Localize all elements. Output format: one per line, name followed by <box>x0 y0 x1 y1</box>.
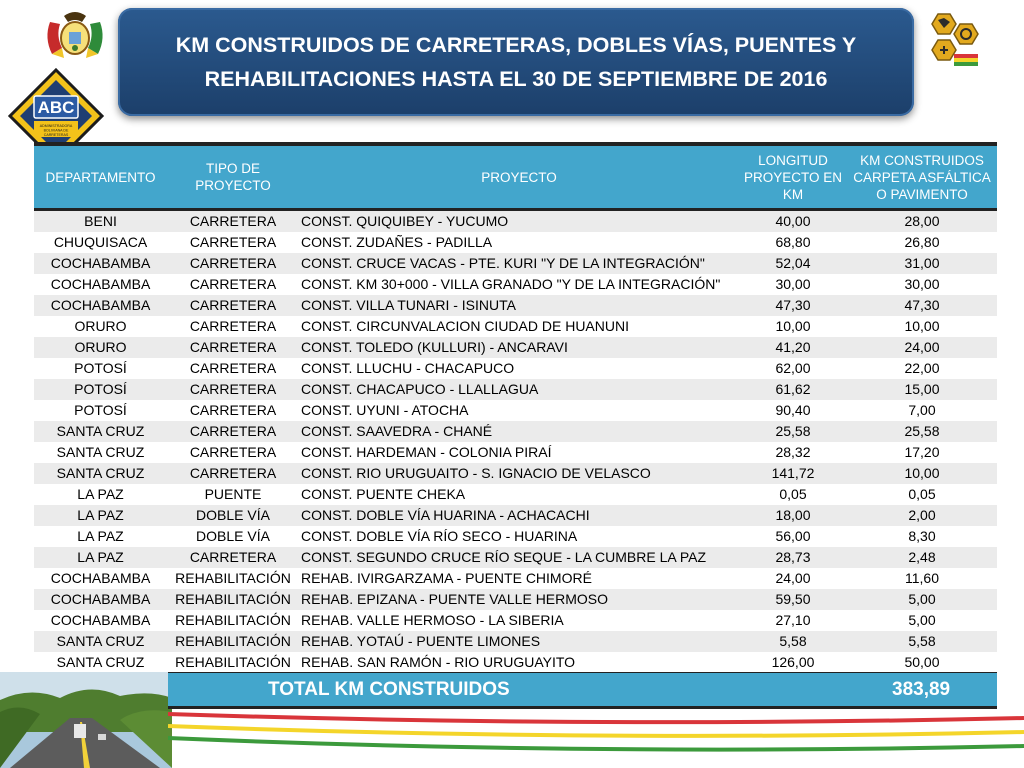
cell-departamento: POTOSÍ <box>34 400 167 421</box>
cell-tipo: REHABILITACIÓN <box>167 610 299 631</box>
cell-longitud: 52,04 <box>739 253 847 274</box>
cell-km-construidos: 17,20 <box>847 442 997 463</box>
page-title <box>136 28 896 96</box>
cell-departamento: POTOSÍ <box>34 379 167 400</box>
cell-proyecto: CONST. SAAVEDRA - CHANÉ <box>299 421 739 442</box>
table-row <box>34 568 997 589</box>
table-row <box>34 631 997 652</box>
ministry-logo-icon <box>920 10 982 68</box>
cell-km-construidos: 5,58 <box>847 631 997 652</box>
cell-km-construidos: 5,00 <box>847 589 997 610</box>
total-label: TOTAL KM CONSTRUIDOS <box>268 679 510 700</box>
cell-departamento: SANTA CRUZ <box>34 631 167 652</box>
cell-tipo: CARRETERA <box>167 379 299 400</box>
cell-longitud: 25,58 <box>739 421 847 442</box>
cell-proyecto: REHAB. SAN RAMÓN - RIO URUGUAYITO <box>299 652 739 675</box>
cell-proyecto: CONST. UYUNI - ATOCHA <box>299 400 739 421</box>
road-photo <box>0 672 172 768</box>
header-longitud: LONGITUD PROYECTO EN KM <box>739 144 847 210</box>
abc-logo-text: ABC <box>37 98 75 117</box>
projects-table <box>34 142 997 676</box>
cell-tipo: CARRETERA <box>167 253 299 274</box>
cell-tipo: CARRETERA <box>167 358 299 379</box>
cell-km-construidos: 28,00 <box>847 210 997 233</box>
cell-km-construidos: 31,00 <box>847 253 997 274</box>
cell-proyecto: CONST. SEGUNDO CRUCE RÍO SEQUE - LA CUMBRE LA PAZ <box>299 547 739 568</box>
cell-tipo: CARRETERA <box>167 547 299 568</box>
coat-of-arms-icon <box>42 8 108 66</box>
cell-proyecto: CONST. LLUCHU - CHACAPUCO <box>299 358 739 379</box>
cell-longitud: 90,40 <box>739 400 847 421</box>
cell-longitud: 5,58 <box>739 631 847 652</box>
table-row <box>34 358 997 379</box>
cell-longitud: 62,00 <box>739 358 847 379</box>
cell-longitud: 27,10 <box>739 610 847 631</box>
cell-tipo: CARRETERA <box>167 232 299 253</box>
cell-km-construidos: 26,80 <box>847 232 997 253</box>
cell-km-construidos: 11,60 <box>847 568 997 589</box>
cell-tipo: CARRETERA <box>167 442 299 463</box>
cell-departamento: BENI <box>34 210 167 233</box>
cell-longitud: 56,00 <box>739 526 847 547</box>
table-row <box>34 610 997 631</box>
cell-departamento: COCHABAMBA <box>34 253 167 274</box>
cell-tipo: REHABILITACIÓN <box>167 652 299 675</box>
cell-longitud: 141,72 <box>739 463 847 484</box>
cell-departamento: LA PAZ <box>34 526 167 547</box>
cell-km-construidos: 50,00 <box>847 652 997 675</box>
cell-departamento: COCHABAMBA <box>34 610 167 631</box>
title-banner <box>118 8 914 116</box>
cell-departamento: LA PAZ <box>34 484 167 505</box>
svg-text:BOLIVIANA DE: BOLIVIANA DE <box>43 128 69 133</box>
header-proyecto: PROYECTO <box>299 144 739 210</box>
cell-km-construidos: 24,00 <box>847 337 997 358</box>
cell-longitud: 61,62 <box>739 379 847 400</box>
cell-tipo: REHABILITACIÓN <box>167 631 299 652</box>
table-row <box>34 526 997 547</box>
cell-longitud: 24,00 <box>739 568 847 589</box>
cell-departamento: LA PAZ <box>34 505 167 526</box>
cell-proyecto: CONST. QUIQUIBEY - YUCUMO <box>299 210 739 233</box>
table-row <box>34 379 997 400</box>
table-row <box>34 421 997 442</box>
cell-proyecto: CONST. CRUCE VACAS - PTE. KURI "Y DE LA INTEGRACIÓN" <box>299 253 739 274</box>
svg-text:ADMINISTRADORA: ADMINISTRADORA <box>39 124 73 128</box>
cell-departamento: SANTA CRUZ <box>34 652 167 675</box>
table-row <box>34 547 997 568</box>
table-row <box>34 400 997 421</box>
cell-longitud: 126,00 <box>739 652 847 675</box>
cell-proyecto: CONST. DOBLE VÍA HUARINA - ACHACACHI <box>299 505 739 526</box>
table-row <box>34 232 997 253</box>
header-departamento: DEPARTAMENTO <box>34 144 167 210</box>
cell-departamento: SANTA CRUZ <box>34 463 167 484</box>
cell-departamento: POTOSÍ <box>34 358 167 379</box>
cell-longitud: 28,73 <box>739 547 847 568</box>
cell-departamento: SANTA CRUZ <box>34 442 167 463</box>
cell-tipo: CARRETERA <box>167 463 299 484</box>
cell-longitud: 59,50 <box>739 589 847 610</box>
table-row <box>34 210 997 233</box>
cell-proyecto: REHAB. IVIRGARZAMA - PUENTE CHIMORÉ <box>299 568 739 589</box>
table-row <box>34 589 997 610</box>
cell-tipo: CARRETERA <box>167 274 299 295</box>
cell-tipo: CARRETERA <box>167 316 299 337</box>
cell-departamento: COCHABAMBA <box>34 274 167 295</box>
cell-longitud: 68,80 <box>739 232 847 253</box>
cell-departamento: COCHABAMBA <box>34 295 167 316</box>
cell-proyecto: REHAB. VALLE HERMOSO - LA SIBERIA <box>299 610 739 631</box>
cell-km-construidos: 0,05 <box>847 484 997 505</box>
table-header-row <box>34 144 997 210</box>
cell-departamento: LA PAZ <box>34 547 167 568</box>
svg-text:CARRETERAS: CARRETERAS <box>43 133 69 137</box>
table-row <box>34 316 997 337</box>
cell-tipo: PUENTE <box>167 484 299 505</box>
cell-proyecto: CONST. CHACAPUCO - LLALLAGUA <box>299 379 739 400</box>
cell-km-construidos: 22,00 <box>847 358 997 379</box>
table-row <box>34 274 997 295</box>
cell-proyecto: CONST. PUENTE CHEKA <box>299 484 739 505</box>
table-row <box>34 337 997 358</box>
cell-proyecto: CONST. TOLEDO (KULLURI) - ANCARAVI <box>299 337 739 358</box>
table-row <box>34 253 997 274</box>
table-row <box>34 484 997 505</box>
cell-tipo: DOBLE VÍA <box>167 526 299 547</box>
cell-km-construidos: 15,00 <box>847 379 997 400</box>
cell-longitud: 30,00 <box>739 274 847 295</box>
total-row <box>168 672 997 709</box>
cell-longitud: 0,05 <box>739 484 847 505</box>
cell-longitud: 28,32 <box>739 442 847 463</box>
cell-km-construidos: 2,00 <box>847 505 997 526</box>
cell-proyecto: CONST. RIO URUGUAITO - S. IGNACIO DE VELASCO <box>299 463 739 484</box>
cell-proyecto: CONST. CIRCUNVALACION CIUDAD DE HUANUNI <box>299 316 739 337</box>
cell-proyecto: CONST. ZUDAÑES - PADILLA <box>299 232 739 253</box>
cell-km-construidos: 10,00 <box>847 463 997 484</box>
cell-km-construidos: 25,58 <box>847 421 997 442</box>
total-value: 383,89 <box>892 679 951 700</box>
cell-tipo: DOBLE VÍA <box>167 505 299 526</box>
header-tipo: TIPO DE PROYECTO <box>167 144 299 210</box>
header-km-construidos: KM CONSTRUIDOS CARPETA ASFÁLTICA O PAVIMENTO <box>847 144 997 210</box>
cell-tipo: REHABILITACIÓN <box>167 589 299 610</box>
cell-departamento: SANTA CRUZ <box>34 421 167 442</box>
cell-proyecto: REHAB. EPIZANA - PUENTE VALLE HERMOSO <box>299 589 739 610</box>
table-body <box>34 210 997 675</box>
cell-proyecto: CONST. VILLA TUNARI - ISINUTA <box>299 295 739 316</box>
cell-km-construidos: 10,00 <box>847 316 997 337</box>
cell-km-construidos: 8,30 <box>847 526 997 547</box>
table-row <box>34 505 997 526</box>
cell-km-construidos: 5,00 <box>847 610 997 631</box>
table-row <box>34 442 997 463</box>
cell-longitud: 47,30 <box>739 295 847 316</box>
decorative-stripes <box>168 706 1024 768</box>
cell-longitud: 10,00 <box>739 316 847 337</box>
cell-departamento: ORURO <box>34 316 167 337</box>
cell-tipo: CARRETERA <box>167 295 299 316</box>
title-line-2: REHABILITACIONES HASTA EL 30 DE SEPTIEMBRE DE 2016 <box>204 67 828 91</box>
title-line-1: KM CONSTRUIDOS DE CARRETERAS, DOBLES VÍAS, PUENTES Y <box>175 33 857 57</box>
cell-proyecto: CONST. HARDEMAN - COLONIA PIRAÍ <box>299 442 739 463</box>
cell-km-construidos: 47,30 <box>847 295 997 316</box>
cell-tipo: CARRETERA <box>167 337 299 358</box>
cell-departamento: COCHABAMBA <box>34 589 167 610</box>
table-row <box>34 295 997 316</box>
cell-proyecto: CONST. DOBLE VÍA RÍO SECO - HUARINA <box>299 526 739 547</box>
cell-proyecto: CONST. KM 30+000 - VILLA GRANADO "Y DE LA INTEGRACIÓN" <box>299 274 739 295</box>
cell-departamento: CHUQUISACA <box>34 232 167 253</box>
cell-tipo: CARRETERA <box>167 400 299 421</box>
cell-longitud: 18,00 <box>739 505 847 526</box>
cell-tipo: CARRETERA <box>167 210 299 233</box>
cell-tipo: REHABILITACIÓN <box>167 568 299 589</box>
cell-longitud: 41,20 <box>739 337 847 358</box>
cell-longitud: 40,00 <box>739 210 847 233</box>
cell-tipo: CARRETERA <box>167 421 299 442</box>
cell-departamento: ORURO <box>34 337 167 358</box>
cell-km-construidos: 2,48 <box>847 547 997 568</box>
cell-km-construidos: 30,00 <box>847 274 997 295</box>
cell-km-construidos: 7,00 <box>847 400 997 421</box>
table-row <box>34 463 997 484</box>
cell-departamento: COCHABAMBA <box>34 568 167 589</box>
cell-proyecto: REHAB. YOTAÚ - PUENTE LIMONES <box>299 631 739 652</box>
